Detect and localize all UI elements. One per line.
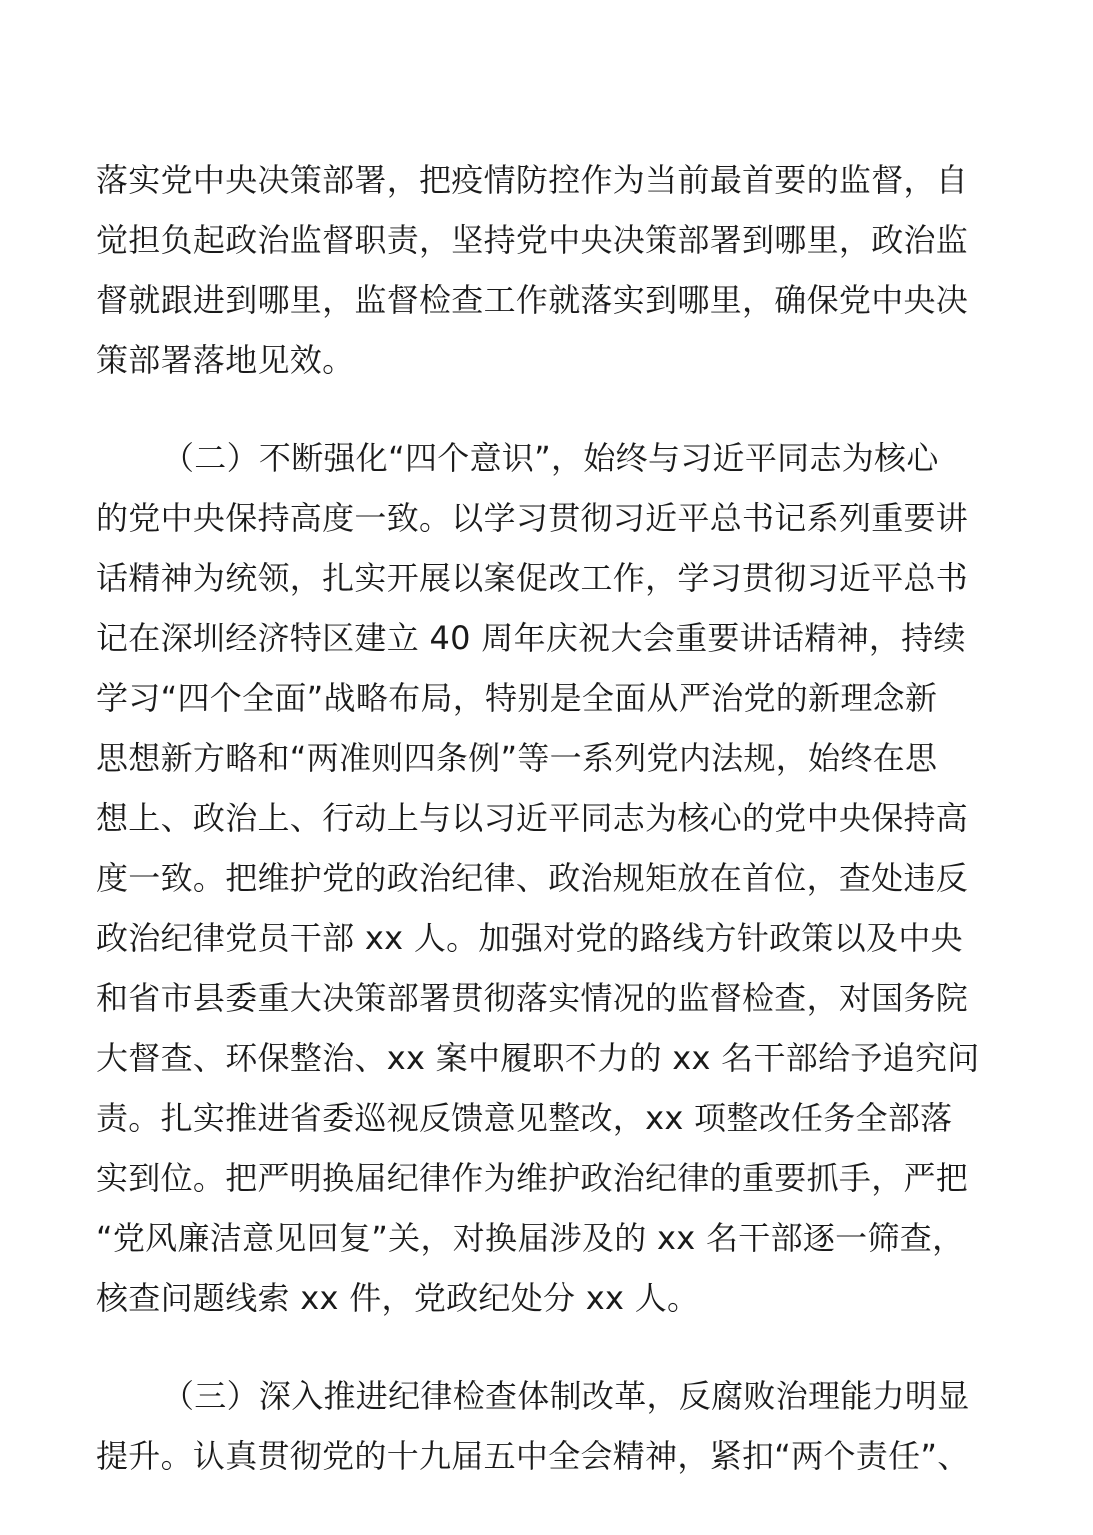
- paragraph-2-line-11: 大督查、环保整治、xx 案中履职不力的 xx 名干部给予追究问: [96, 1039, 980, 1077]
- paragraph-3-line-2: 提升。认真贯彻党的十九届五中全会精神，紧扣“两个责任”、: [96, 1437, 970, 1475]
- paragraph-2-line-13: 实到位。把严明换届纪律作为维护政治纪律的重要抓手，严把: [96, 1159, 969, 1197]
- paragraph-1-line-4: 策部署落地见效。: [96, 341, 355, 379]
- paragraph-2-line-4: 记在深圳经济特区建立 40 周年庆祝大会重要讲话精神，持续: [96, 619, 966, 657]
- paragraph-2-line-8: 度一致。把维护党的政治纪律、政治规矩放在首位，查处违反: [96, 859, 969, 897]
- paragraph-gap: [96, 1328, 1036, 1366]
- paragraph-1-line-1: 落实党中央决策部署，把疫情防控作为当前最首要的监督，自: [96, 161, 969, 199]
- paragraph-1-line-2: 觉担负起政治监督职责，坚持党中央决策部署到哪里，政治监: [96, 221, 969, 259]
- paragraph-2-line-14: “党风廉洁意见回复”关，对换届涉及的 xx 名干部逐一筛查，: [96, 1219, 965, 1257]
- paragraph-2-line-2: 的党中央保持高度一致。以学习贯彻习近平总书记系列重要讲: [96, 499, 969, 537]
- paragraph-2-line-12: 责。扎实推进省委巡视反馈意见整改，xx 项整改任务全部落: [96, 1099, 953, 1137]
- paragraph-2-line-1: （二）不断强化“四个意识”，始终与习近平同志为核心: [162, 439, 939, 477]
- document-body: [96, 150, 1036, 1486]
- paragraph-2-line-5: 学习“四个全面”战略布局，特别是全面从严治党的新理念新: [96, 679, 938, 717]
- paragraph-2-line-6: 思想新方略和“两准则四条例”等一系列党内法规，始终在思: [96, 739, 938, 777]
- paragraph-3-line-1: （三）深入推进纪律检查体制改革，反腐败治理能力明显: [162, 1377, 970, 1415]
- paragraph-gap: [96, 390, 1036, 428]
- paragraph-1-line-3: 督就跟进到哪里，监督检查工作就落实到哪里，确保党中央决: [96, 281, 969, 319]
- paragraph-2-line-15: 核查问题线索 xx 件，党政纪处分 xx 人。: [96, 1279, 700, 1317]
- paragraph-2-line-7: 想上、政治上、行动上与以习近平同志为核心的党中央保持高: [96, 799, 969, 837]
- paragraph-2-line-3: 话精神为统领，扎实开展以案促改工作，学习贯彻习近平总书: [96, 559, 969, 597]
- paragraph-2-line-9: 政治纪律党员干部 xx 人。加强对党的路线方针政策以及中央: [96, 919, 963, 957]
- paragraph-2-line-10: 和省市县委重大决策部署贯彻落实情况的监督检查，对国务院: [96, 979, 969, 1017]
